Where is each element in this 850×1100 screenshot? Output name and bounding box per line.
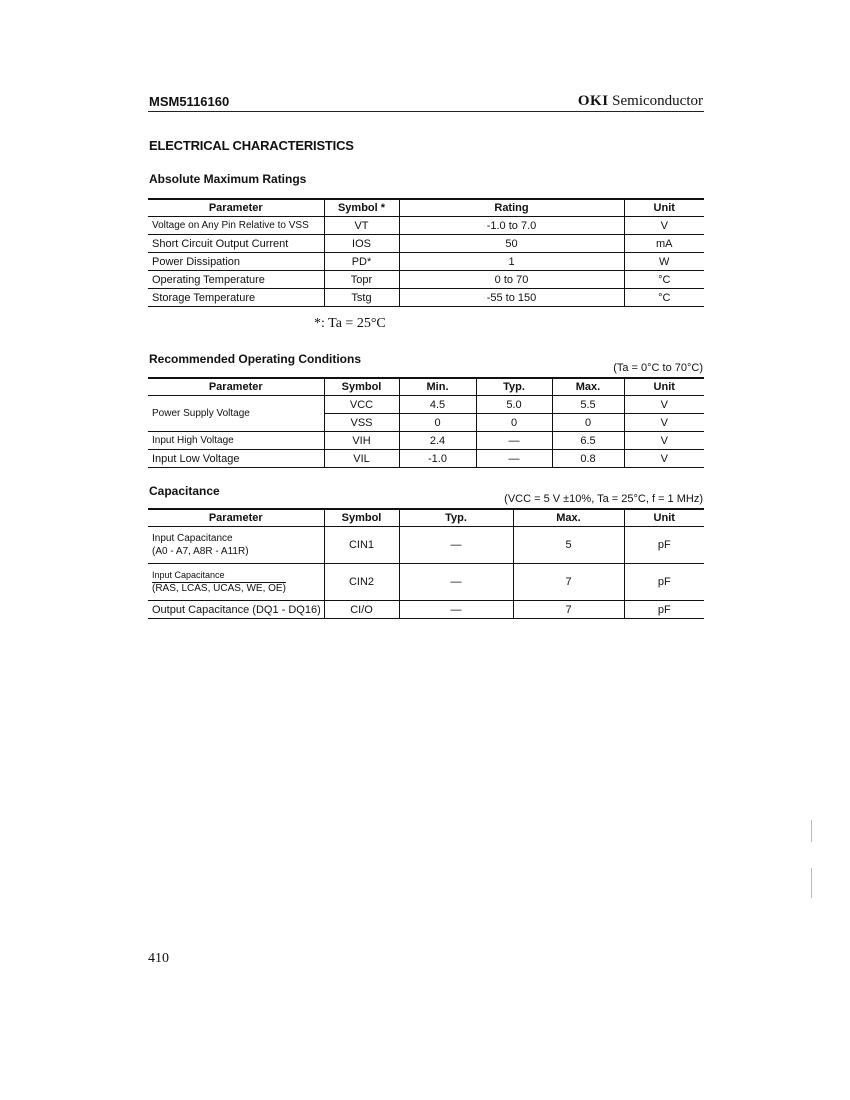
- scan-mark: [811, 868, 812, 898]
- param-cell: Power Supply Voltage: [148, 396, 324, 432]
- table-row: [148, 396, 704, 414]
- symbol-cell: VSS: [324, 414, 399, 432]
- symbol-cell: IOS: [324, 235, 399, 253]
- table-row: [148, 235, 704, 253]
- symbol-cell: PD*: [324, 253, 399, 271]
- max-cell: 7: [513, 601, 624, 619]
- table-row: [148, 527, 704, 564]
- symbol-cell: CI/O: [324, 601, 399, 619]
- max-cell: 6.5: [552, 432, 624, 450]
- part-number: MSM5116160: [149, 94, 230, 109]
- param-cell: Short Circuit Output Current: [148, 235, 324, 253]
- table-row: [148, 601, 704, 619]
- col-header: Min.: [399, 378, 476, 396]
- max-cell: 0: [552, 414, 624, 432]
- unit-cell: V: [624, 450, 704, 468]
- table-row: [148, 432, 704, 450]
- abs-max-note: *: Ta = 25°C: [314, 316, 386, 331]
- unit-cell: pF: [624, 601, 704, 619]
- col-header: Symbol: [324, 378, 399, 396]
- param-line: Input Capacitance: [152, 570, 225, 580]
- brand-name: OKI: [577, 93, 609, 109]
- table-row: [148, 450, 704, 468]
- unit-cell: V: [624, 396, 704, 414]
- capacitance-table: [148, 508, 704, 619]
- table-header-row: [148, 378, 704, 396]
- symbol-cell: VCC: [324, 396, 399, 414]
- col-header: Max.: [513, 509, 624, 527]
- rating-cell: -55 to 150: [399, 289, 624, 307]
- unit-cell: V: [624, 217, 704, 235]
- col-header: Rating: [399, 199, 624, 217]
- min-cell: 4.5: [399, 396, 476, 414]
- max-cell: 5: [513, 527, 624, 564]
- param-cell: Input Low Voltage: [148, 450, 324, 468]
- typ-cell: —: [476, 432, 552, 450]
- typ-cell: —: [399, 601, 513, 619]
- max-cell: 7: [513, 564, 624, 601]
- col-header: Parameter: [148, 199, 324, 217]
- col-header: Unit: [624, 509, 704, 527]
- table-row: [148, 271, 704, 289]
- col-header: Unit: [624, 199, 704, 217]
- brand-logo: [578, 93, 703, 110]
- symbol-cell: CIN2: [324, 564, 399, 601]
- typ-cell: —: [399, 527, 513, 564]
- table-header-row: [148, 509, 704, 527]
- param-line: Input Capacitance: [152, 533, 233, 544]
- table-row: [148, 564, 704, 601]
- unit-cell: °C: [624, 289, 704, 307]
- param-cell: Power Dissipation: [148, 253, 324, 271]
- param-cell: Voltage on Any Pin Relative to VSS: [148, 217, 324, 235]
- abs-max-title: Absolute Maximum Ratings: [149, 172, 307, 186]
- param-cell: Operating Temperature: [148, 271, 324, 289]
- rec-op-title: Recommended Operating Conditions: [149, 352, 362, 366]
- unit-cell: pF: [624, 564, 704, 601]
- rating-cell: 1: [399, 253, 624, 271]
- param-cell: [148, 564, 324, 601]
- symbol-cell: Tstg: [324, 289, 399, 307]
- unit-cell: V: [624, 414, 704, 432]
- typ-cell: —: [399, 564, 513, 601]
- min-cell: 2.4: [399, 432, 476, 450]
- typ-cell: 0: [476, 414, 552, 432]
- param-sub: (RAS, LCAS, UCAS, WE, OE): [152, 583, 286, 594]
- section-title: ELECTRICAL CHARACTERISTICS: [149, 138, 354, 153]
- param-cell: Input High Voltage: [148, 432, 324, 450]
- table-row: [148, 253, 704, 271]
- abs-max-table: [148, 198, 704, 307]
- symbol-cell: CIN1: [324, 527, 399, 564]
- col-header: Symbol *: [324, 199, 399, 217]
- min-cell: 0: [399, 414, 476, 432]
- unit-cell: W: [624, 253, 704, 271]
- col-header: Typ.: [399, 509, 513, 527]
- table-row: [148, 217, 704, 235]
- col-header: Unit: [624, 378, 704, 396]
- symbol-cell: Topr: [324, 271, 399, 289]
- header-rule: [148, 111, 704, 112]
- table-row: [148, 289, 704, 307]
- table-header-row: [148, 199, 704, 217]
- max-cell: 0.8: [552, 450, 624, 468]
- rating-cell: 50: [399, 235, 624, 253]
- param-sub: (A0 - A7, A8R - A11R): [152, 546, 249, 557]
- col-header: Parameter: [148, 378, 324, 396]
- rec-op-condition: (Ta = 0°C to 70°C): [613, 362, 703, 374]
- rating-cell: 0 to 70: [399, 271, 624, 289]
- col-header: Max.: [552, 378, 624, 396]
- col-header: Parameter: [148, 509, 324, 527]
- unit-cell: mA: [624, 235, 704, 253]
- symbol-cell: VT: [324, 217, 399, 235]
- unit-cell: °C: [624, 271, 704, 289]
- typ-cell: —: [476, 450, 552, 468]
- unit-cell: V: [624, 432, 704, 450]
- min-cell: -1.0: [399, 450, 476, 468]
- param-cell: Output Capacitance (DQ1 - DQ16): [148, 601, 324, 619]
- capacitance-title: Capacitance: [149, 484, 220, 498]
- param-cell: [148, 527, 324, 564]
- rating-cell: -1.0 to 7.0: [399, 217, 624, 235]
- symbol-cell: VIL: [324, 450, 399, 468]
- rec-op-table: [148, 377, 704, 468]
- capacitance-condition: (VCC = 5 V ±10%, Ta = 25°C, f = 1 MHz): [504, 493, 703, 505]
- typ-cell: 5.0: [476, 396, 552, 414]
- col-header: Symbol: [324, 509, 399, 527]
- page-number: 410: [148, 951, 169, 966]
- max-cell: 5.5: [552, 396, 624, 414]
- scan-mark: [811, 820, 812, 842]
- col-header: Typ.: [476, 378, 552, 396]
- brand-suffix: Semiconductor: [612, 93, 703, 109]
- unit-cell: pF: [624, 527, 704, 564]
- param-cell: Storage Temperature: [148, 289, 324, 307]
- symbol-cell: VIH: [324, 432, 399, 450]
